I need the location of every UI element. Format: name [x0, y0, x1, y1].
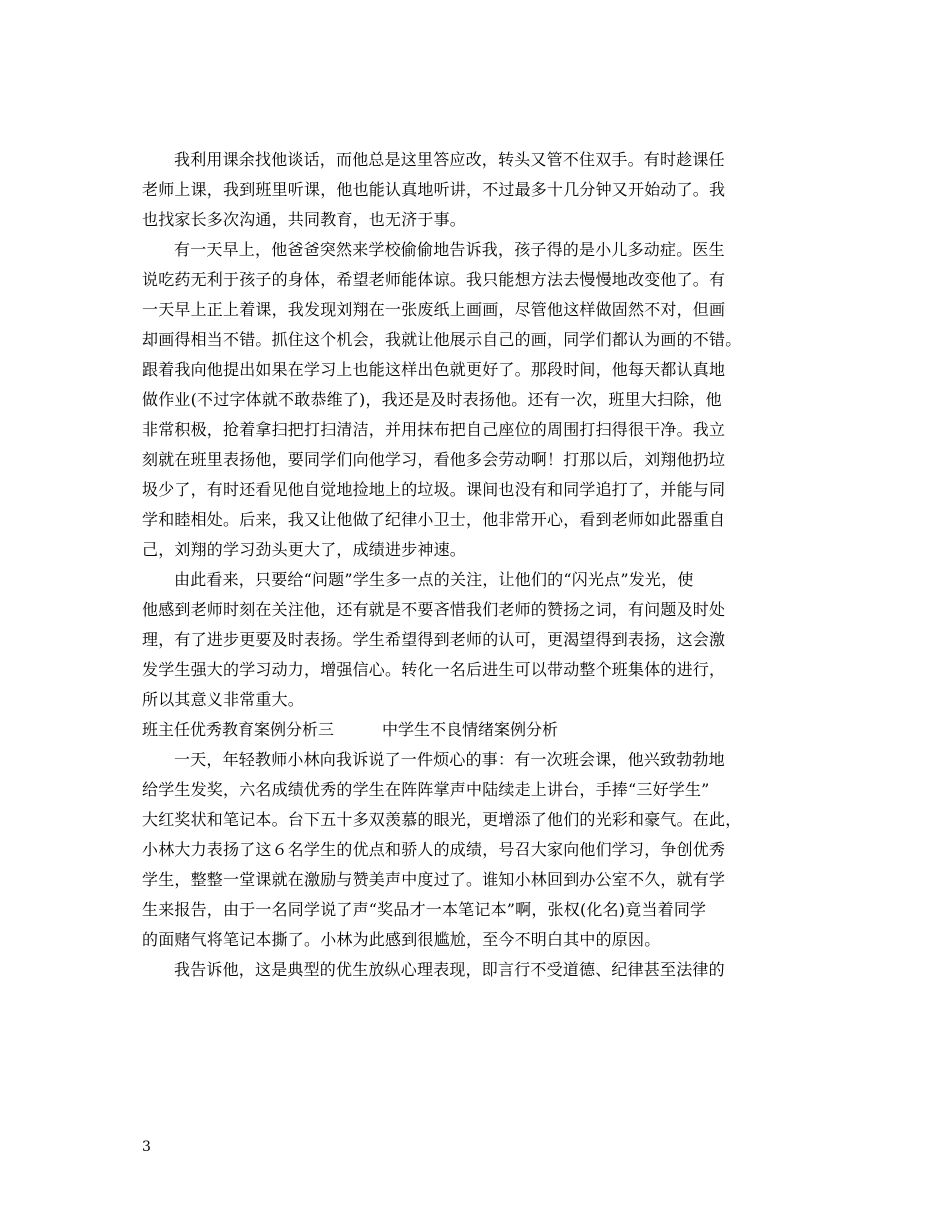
- text-line: 说吃药无利于孩子的身体，希望老师能体谅。我只能想方法去慢慢地改变他了。有: [142, 270, 726, 289]
- text-line: 有一天早上，他爸爸突然来学校偷偷地告诉我，孩子得的是小儿多动症。医生: [174, 240, 725, 259]
- text-line: 跟着我向他提出如果在学习上也能这样出色就更好了。那段时间，他每天都认真地: [142, 360, 726, 379]
- text-line: 发学生强大的学习动力，增强信心。转化一名后进生可以带动整个班集体的进行，: [142, 660, 726, 679]
- text-line: 一天，年轻教师小林向我诉说了一件烦心的事：有一次班会课，他兴致勃勃地: [174, 750, 725, 769]
- paragraph-1: [142, 145, 812, 235]
- text-line: 做作业(不过字体就不敢恭维了)，我还是及时表扬他。还有一次，班里大扫除，他: [142, 390, 722, 409]
- section-heading-title: 班主任优秀教育案例分析三: [142, 720, 335, 739]
- text-line: 大红奖状和笔记本。台下五十多双羡慕的眼光，更增添了他们的光彩和豪气。在此，: [142, 810, 742, 829]
- text-line: 一天早上正上着课，我发现刘翔在一张废纸上画画，尽管他这样做固然不对，但画: [142, 300, 726, 319]
- paragraph-3: [142, 565, 812, 715]
- text-line: 理，有了进步更要及时表扬。学生希望得到老师的认可，更渴望得到表扬，这会激: [142, 630, 726, 649]
- text-line: 己，刘翔的学习劲头更大了，成绩进步神速。: [142, 540, 467, 559]
- text-line: 我利用课余找他谈话，而他总是这里答应改，转头又管不住双手。有时趁课任: [174, 150, 725, 169]
- section-heading-subtitle: 中学生不良情绪案例分析: [382, 720, 559, 739]
- text-line: 我告诉他，这是典型的优生放纵心理表现，即言行不受道德、纪律甚至法律的: [174, 960, 725, 979]
- text-line: 所以其意义非常重大。: [142, 690, 305, 709]
- text-line: 却画得相当不错。抓住这个机会，我就让他展示自己的画，同学们都认为画的不错。: [142, 330, 742, 349]
- section-heading: [142, 715, 812, 745]
- text-line: 小林大力表扬了这６名学生的优点和骄人的成绩，号召大家向他们学习，争创优秀: [142, 840, 726, 859]
- paragraph-2: [142, 235, 812, 565]
- text-line: 的面赌气将笔记本撕了。小林为此感到很尴尬，至今不明白其中的原因。: [142, 930, 661, 949]
- text-line: 非常积极，抢着拿扫把打扫清洁，并用抹布把自己座位的周围打扫得很干净。我立: [142, 420, 726, 439]
- text-line: 给学生发奖，六名成绩优秀的学生在阵阵掌声中陆续走上讲台，手捧“三好学生”: [142, 780, 710, 799]
- text-line: 学生，整整一堂课就在激励与赞美声中度过了。谁知小林回到办公室不久，就有学: [142, 870, 726, 889]
- text-line: 老师上课，我到班里听课，他也能认真地听讲，不过最多十几分钟又开始动了。我: [142, 180, 726, 199]
- paragraph-4: [142, 745, 812, 955]
- paragraph-5: [142, 955, 812, 985]
- page-number: 3: [142, 1139, 151, 1155]
- text-line: 圾少了，有时还看见他自觉地捡地上的垃圾。课间也没有和同学追打了，并能与同: [142, 480, 726, 499]
- text-line: 由此看来，只要给“问题”学生多一点的关注，让他们的“闪光点”发光，使: [174, 570, 694, 589]
- text-line: 也找家长多次沟通，共同教育，也无济于事。: [142, 210, 467, 229]
- text-line: 刻就在班里表扬他，要同学们向他学习，看他多会劳动啊！打那以后，刘翔他扔垃: [142, 450, 726, 469]
- document-body: [142, 145, 812, 985]
- text-line: 他感到老师时刻在关注他，还有就是不要吝惜我们老师的赞扬之词，有问题及时处: [142, 600, 726, 619]
- text-line: 学和睦相处。后来，我又让他做了纪律小卫士，他非常开心，看到老师如此器重自: [142, 510, 726, 529]
- text-line: 生来报告，由于一名同学说了声“奖品才一本笔记本”啊，张权(化名)竟当着同学: [142, 900, 707, 919]
